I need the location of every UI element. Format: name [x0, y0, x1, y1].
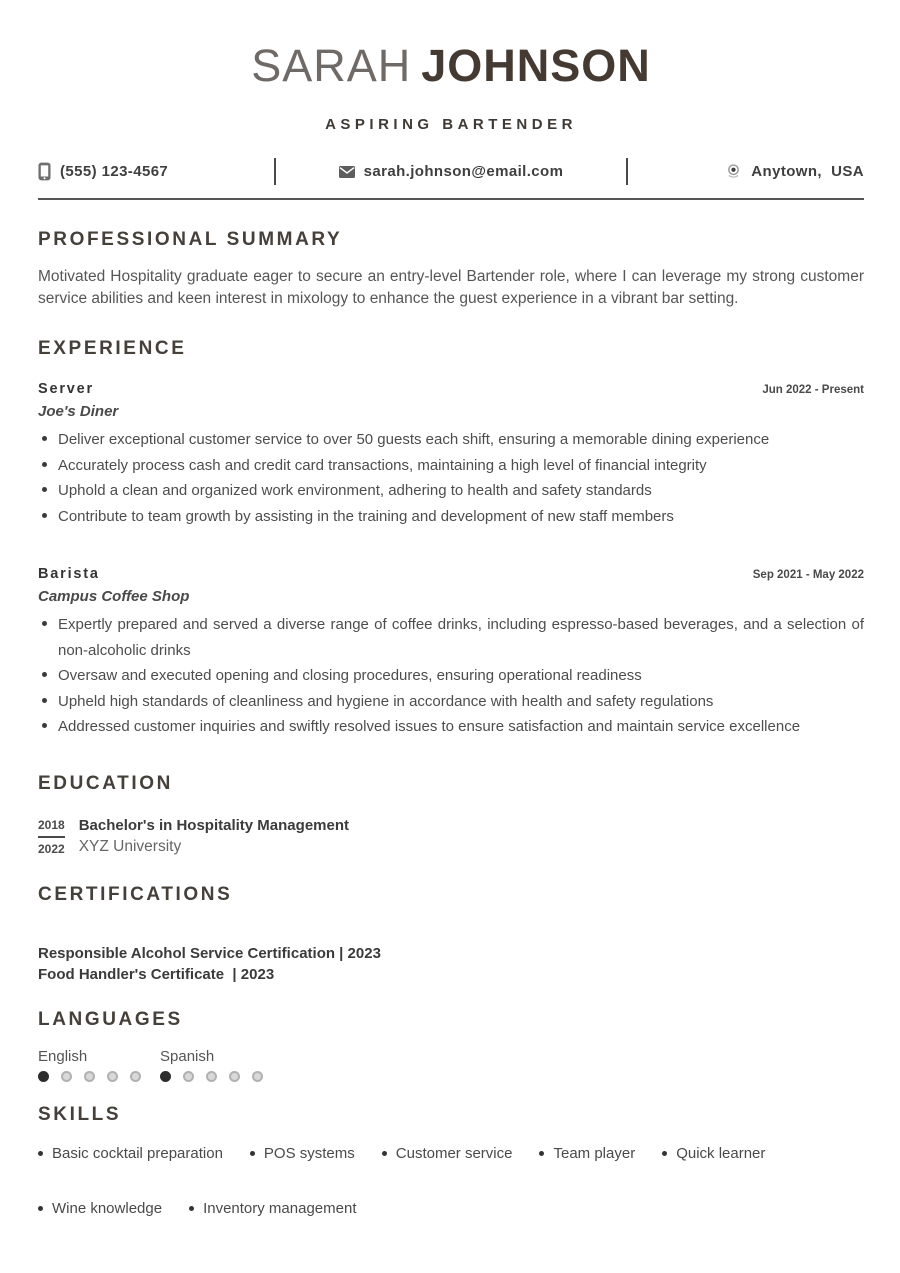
certification-item: Food Handler's Certificate | 2023 [38, 965, 275, 983]
level-dot-empty [107, 1071, 118, 1082]
job-bullet: Addressed customer inquiries and swiftly resolved issues to ensure satisfaction and maintain service excellence [38, 714, 864, 740]
level-dot-empty [130, 1071, 141, 1082]
level-dot-empty [61, 1071, 72, 1082]
section-certifications [38, 884, 864, 985]
education-heading: EDUCATION [38, 772, 173, 794]
job-title: Server [38, 381, 94, 398]
language-name: Spanish [160, 1047, 215, 1065]
last-name: JOHNSON [421, 40, 651, 91]
job-bullet: Contribute to team growth by assisting in the training and development of new staff members [38, 504, 864, 530]
level-dot-empty [252, 1071, 263, 1082]
section-experience [38, 338, 864, 740]
job-header [38, 566, 864, 582]
candidate-job-title: ASPIRING BARTENDER [325, 116, 577, 134]
job-dates: Jun 2022 - Present [762, 384, 864, 397]
skill-item [250, 1145, 355, 1162]
resume-header [38, 42, 864, 200]
contact-phone [38, 162, 168, 181]
level-dot-empty [206, 1071, 217, 1082]
skill-label: Team player [553, 1144, 636, 1162]
skill-item [382, 1145, 513, 1162]
section-professional-summary [38, 229, 864, 309]
job-bullet: Oversaw and executed opening and closing procedures, ensuring operational readiness [38, 663, 864, 689]
level-dot-empty [229, 1071, 240, 1082]
job-dates: Sep 2021 - May 2022 [752, 569, 864, 582]
level-dot-filled [160, 1071, 171, 1082]
bullet-dot-icon [382, 1151, 387, 1156]
section-languages [38, 1009, 864, 1082]
level-dot-empty [84, 1071, 95, 1082]
language-list [38, 1048, 864, 1082]
education-years [38, 816, 65, 859]
job-bullet: Upheld high standards of cleanliness and hygiene in accordance with health and safety regulations [38, 689, 864, 715]
contact-email [339, 163, 564, 180]
bullet-dot-icon [539, 1151, 544, 1156]
contact-email-cell [276, 163, 625, 180]
email-address: sarah.johnson@email.com [363, 163, 564, 181]
education-school: XYZ University [78, 837, 182, 855]
certification-list [38, 943, 864, 985]
job-bullet: Accurately process cash and credit card transactions, maintaining a high level of financial integrity [38, 453, 864, 479]
section-education [38, 773, 864, 859]
skill-item [662, 1145, 765, 1162]
first-name: SARAH [251, 40, 412, 91]
education-end-year: 2022 [38, 841, 65, 856]
contact-phone-cell [38, 162, 274, 181]
skill-label: Customer service [395, 1144, 513, 1162]
experience-heading: EXPERIENCE [38, 338, 187, 360]
candidate-name [38, 42, 864, 89]
language-item [160, 1048, 282, 1082]
certifications-heading: CERTIFICATIONS [38, 883, 233, 905]
skill-item [539, 1145, 635, 1162]
job-header [38, 381, 864, 397]
skill-label: Basic cocktail preparation [52, 1144, 223, 1162]
job-bullet-list [38, 612, 864, 740]
skill-item [38, 1145, 223, 1162]
language-level-dots [38, 1071, 160, 1082]
education-detail [79, 816, 349, 859]
location-pin-icon [725, 163, 742, 180]
bullet-dot-icon [662, 1151, 667, 1156]
language-item [38, 1048, 160, 1082]
skills-heading: SKILLS [38, 1103, 122, 1125]
contact-location-cell [628, 163, 864, 180]
skill-label: POS systems [263, 1144, 355, 1162]
location-text: Anytown, USA [751, 163, 864, 181]
summary-heading: PROFESSIONAL SUMMARY [38, 229, 343, 251]
experience-entry [38, 566, 864, 740]
job-title: Barista [38, 566, 100, 583]
education-degree: Bachelor's in Hospitality Management [78, 816, 349, 834]
language-level-dots [160, 1071, 282, 1082]
job-company: Campus Coffee Shop [38, 588, 190, 606]
section-skills [38, 1104, 864, 1217]
languages-heading: LANGUAGES [38, 1008, 183, 1030]
bullet-dot-icon [38, 1151, 43, 1156]
job-bullet-list [38, 427, 864, 529]
skill-label: Quick learner [676, 1144, 766, 1162]
mobile-phone-icon [38, 162, 51, 181]
education-start-year: 2018 [38, 816, 65, 838]
summary-text: Motivated Hospitality graduate eager to secure an entry-level Bartender role, where I can leverage my strong customer service abilities and keen interest in mixology to enhance the guest experience in a vibrant bar setting. [38, 268, 864, 307]
education-entry [38, 816, 864, 859]
certification-item: Responsible Alcohol Service Certification | 2023 [38, 944, 381, 962]
bullet-dot-icon [189, 1206, 194, 1211]
header-divider [38, 198, 864, 200]
language-name: English [38, 1047, 88, 1065]
skill-label: Wine knowledge [52, 1199, 163, 1217]
contact-row [38, 158, 864, 185]
job-bullet: Uphold a clean and organized work environment, adhering to health and safety standards [38, 478, 864, 504]
job-company: Joe's Diner [38, 403, 119, 421]
envelope-icon [339, 166, 355, 178]
skill-label: Inventory management [203, 1199, 357, 1217]
level-dot-empty [183, 1071, 194, 1082]
contact-location [725, 163, 864, 180]
experience-entry [38, 381, 864, 529]
job-bullet: Deliver exceptional customer service to over 50 guests each shift, ensuring a memorable dining experience [38, 427, 864, 453]
phone-number: (555) 123-4567 [60, 163, 169, 181]
skill-list [38, 1145, 864, 1217]
bullet-dot-icon [250, 1151, 255, 1156]
job-bullet: Expertly prepared and served a diverse range of coffee drinks, including espresso-based beverages, and a selection of non-alcoholic drinks [38, 612, 864, 663]
level-dot-filled [38, 1071, 49, 1082]
bullet-dot-icon [38, 1206, 43, 1211]
skill-item [38, 1200, 162, 1217]
skill-item [189, 1200, 356, 1217]
